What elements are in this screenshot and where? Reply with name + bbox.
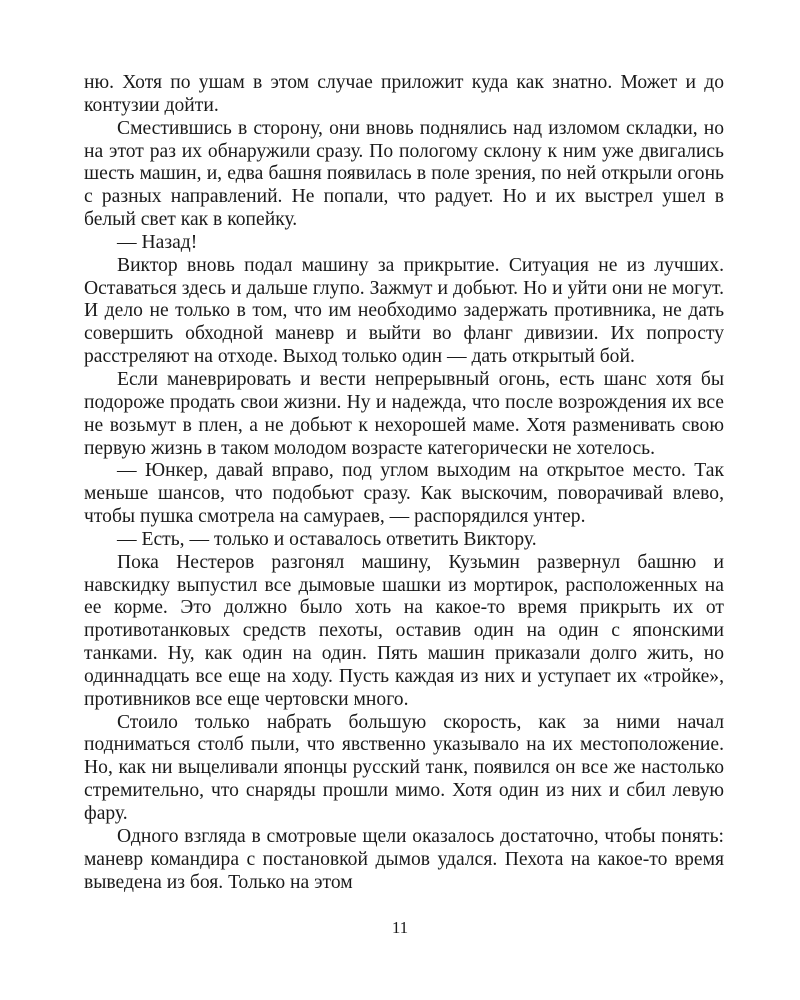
paragraph: Виктор вновь подал машину за прикрытие. Ситуация не из лучших. Оставаться здесь и дальше глупо. Зажмут и добьют. Но и уйти они не могут. И дело не только в том, что им необходимо задержать противника, не дать совершить обходной маневр и выйти во фланг дивизии. Их попросту расстреляют на отходе. Выход только один — дать открытый бой.: [84, 254, 724, 368]
paragraph: Стоило только набрать большую скорость, как за ними начал подниматься столб пыли, что явственно указывало на их местоположение. Но, как ни выцеливали японцы русский танк, появился он все же настолько стремительно, что снаряды прошли мимо. Хотя один из них и сбил левую фару.: [84, 711, 724, 824]
paragraph: Если маневрировать и вести непрерывный огонь, есть шанс хотя бы подороже продать свои жизни. Ну и надежда, что после возрождения их все не возьмут в плен, а не добьют к нехорошей маме. Хотя разменивать свою первую жизнь в таком молодом возрасте категорически не хотелось.: [84, 368, 724, 459]
paragraph: Сместившись в сторону, они вновь поднялись над изломом складки, но на этот раз их обнаружили сразу. По пологому склону к ним уже двигались шесть машин, и, едва башня появилась в поле зрения, по ней открыли огонь с разных направлений. Не попали, что радует. Но и их выстрел ушел в белый свет как в копейку.: [84, 117, 724, 231]
paragraph: ню. Хотя по ушам в этом случае приложит куда как знатно. Может и до контузии дойти.: [84, 72, 724, 116]
paragraph: — Юнкер, давай вправо, под углом выходим на открытое место. Так меньше шансов, что подобьют сразу. Как выскочим, поворачивай влево, чтобы пушка смотрела на самураев, — распорядился унтер.: [84, 460, 724, 528]
paragraph: — Есть, — только и оставалось ответить Виктору.: [117, 528, 537, 550]
page-number: 11: [391, 918, 409, 937]
paragraph: Пока Нестеров разгонял машину, Кузьмин развернул башню и навскидку выпустил все дымовые шашки из мортирок, расположенных на ее корме. Это должно было хоть на какое-то время прикрыть их от противотанковых средств пехоты, оставив один на один с японскими танками. Ну, как один на один. Пять машин приказали долго жить, но одиннадцать все еще на ходу. Пусть каждая из них и уступает их «тройке», противников все еще чертовски много.: [84, 551, 724, 710]
paragraph: — Назад!: [117, 231, 198, 253]
body-text: [84, 72, 724, 894]
paragraph: Одного взгляда в смотровые щели оказалось достаточно, чтобы понять: маневр командира с постановкой дымов удался. Пехота на какое-то время выведена из боя. Только на этом: [84, 825, 724, 893]
